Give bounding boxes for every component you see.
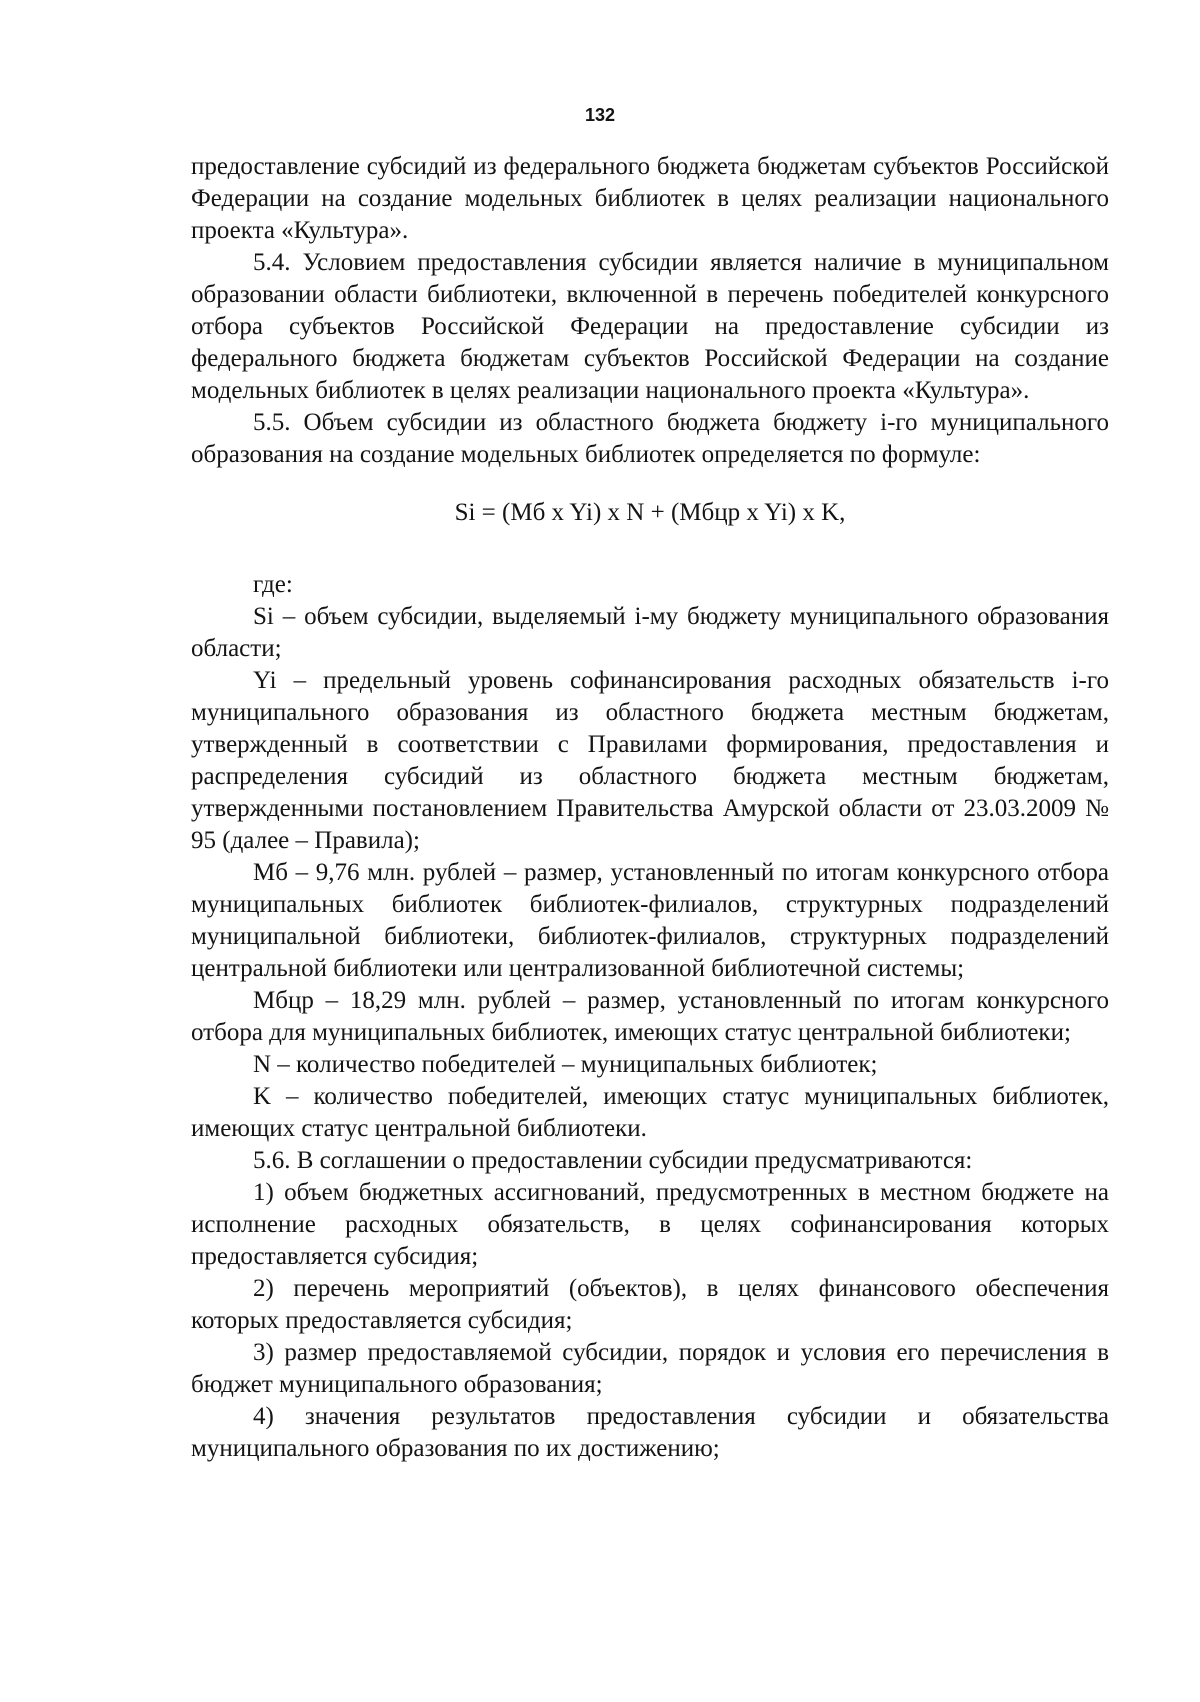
- paragraph-5-5: 5.5. Объем субсидии из областного бюджета бюджету i-го муниципального образования на создание модельных библиотек определяется по формуле:: [191, 409, 1109, 468]
- definition-mb: Мб – 9,76 млн. рублей – размер, установленный по итогам конкурсного отбора муниципальных библиотек библиотек-филиалов, структурных подразделений муниципальной библиотеки, библиотек-филиалов, структурных подразделений центральной библиотеки или централизованной библиотечной системы;: [191, 859, 1109, 982]
- list-item-4: 4) значения результатов предоставления субсидии и обязательства муниципального образования по их достижению;: [191, 1403, 1109, 1462]
- definitions-intro: где:: [253, 571, 293, 598]
- list-item-3: 3) размер предоставляемой субсидии, порядок и условия его перечисления в бюджет муниципального образования;: [191, 1339, 1109, 1398]
- definition-mbcr: Мбцр – 18,29 млн. рублей – размер, установленный по итогам конкурсного отбора для муниципальных библиотек, имеющих статус центральной библиотеки;: [191, 987, 1109, 1046]
- list-item-1: 1) объем бюджетных ассигнований, предусмотренных в местном бюджете на исполнение расходных обязательств, в целях софинансирования которых предоставляется субсидия;: [191, 1179, 1109, 1270]
- list-item-2: 2) перечень мероприятий (объектов), в целях финансового обеспечения которых предоставляется субсидия;: [191, 1275, 1109, 1334]
- paragraph-5-4: 5.4. Условием предоставления субсидии является наличие в муниципальном образовании области библиотеки, включенной в перечень победителей конкурсного отбора субъектов Российской Федерации на предоставление субсидии из федерального бюджета бюджетам субъектов Российской Федерации на создание модельных библиотек в целях реализации национального проекта «Культура».: [191, 249, 1109, 404]
- paragraph-continuation: предоставление субсидий из федерального бюджета бюджетам субъектов Российской Федерации на создание модельных библиотек в целях реализации национального проекта «Культура».: [191, 153, 1109, 244]
- definition-si: Si – объем субсидии, выделяемый i-му бюджету муниципального образования области;: [191, 603, 1109, 662]
- definition-n: N – количество победителей – муниципальных библиотек;: [253, 1051, 878, 1078]
- definition-k: K – количество победителей, имеющих статус муниципальных библиотек, имеющих статус центральной библиотеки.: [191, 1083, 1109, 1142]
- paragraph-5-6: 5.6. В соглашении о предоставлении субсидии предусматриваются:: [253, 1147, 973, 1174]
- subsidy-formula: Si = (Мб x Yi) x N + (Мбцр x Yi) x K,: [454, 499, 846, 526]
- definition-yi: Yi – предельный уровень софинансирования расходных обязательств i-го муниципального образования из областного бюджета местным бюджетам, утвержденный в соответствии с Правилами формирования, предоставления и распределения субсидий из областного бюджета местным бюджетам, утвержденными постановлением Правительства Амурской области от 23.03.2009 № 95 (далее – Правила);: [191, 667, 1109, 854]
- document-body: [191, 151, 1109, 1465]
- page-number: 132: [584, 105, 616, 125]
